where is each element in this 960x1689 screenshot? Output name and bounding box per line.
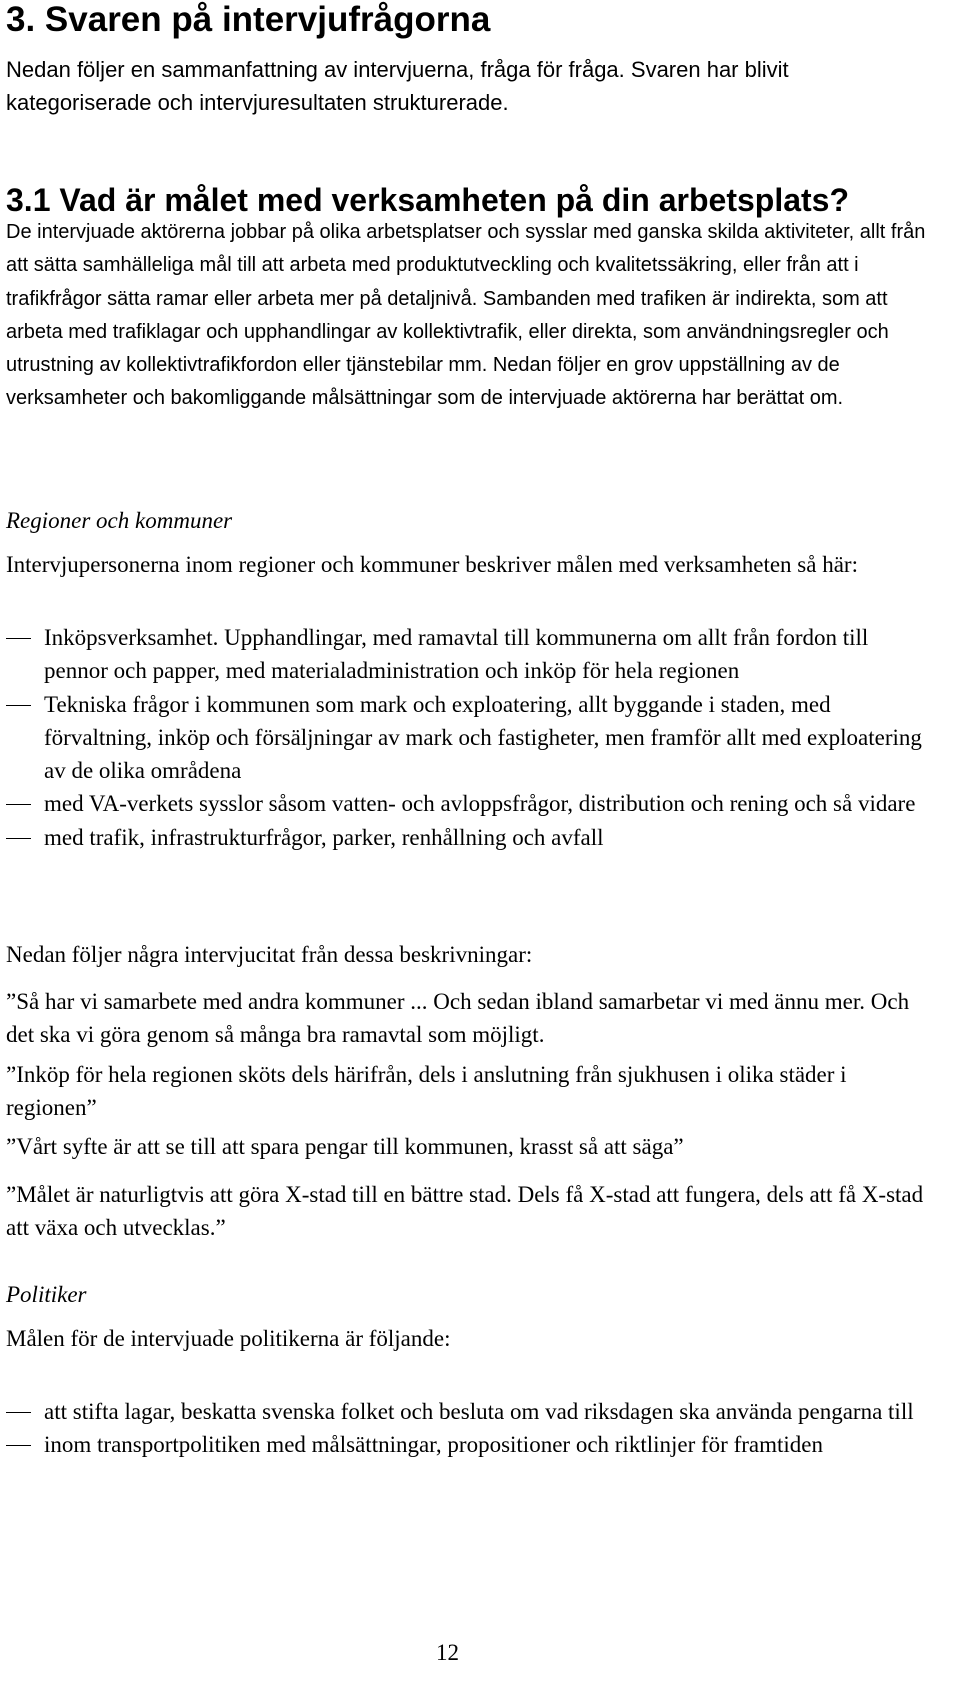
chapter-heading: 3. Svaren på intervjufrågorna	[6, 0, 491, 39]
list-dash	[6, 705, 31, 706]
regioner-intro: Intervjupersonerna inom regioner och kommuner beskriver målen med verksamheten så här:	[6, 552, 858, 577]
politiker-heading: Politiker	[6, 1282, 87, 1307]
list-dash	[6, 838, 31, 839]
section-paragraph: De intervjuade aktörerna jobbar på olika arbetsplatser och sysslar med ganska skilda aktiviteter, allt från att sätta samhälleliga mål till att arbeta med produktutveckling och kvalitetssäkring, eller från att i trafikfrågor sätta ramar eller arbeta mer på detaljnivå. Sambanden med trafiken är indirekta, som att arbeta med trafiklagar och upphandlingar av kollektivtrafik, eller direkta, som användningsregler och utrustning av kollektivtrafikfordon eller tjänstebilar mm. Nedan följer en grov uppställning av de verksamheter och bakomliggande målsättningar som de intervjuade aktörerna har berättat om.	[6, 221, 926, 410]
list-item	[0, 621, 935, 688]
politiker-goal-list	[0, 1395, 935, 1462]
list-item	[0, 1395, 935, 1428]
list-item-text: att stifta lagar, beskatta svenska folket och besluta om vad riksdagen ska använda pengarna till	[44, 1399, 914, 1424]
quotes-intro: Nedan följer några intervjucitat från dessa beskrivningar:	[6, 942, 533, 967]
list-item-text: Inköpsverksamhet. Upphandlingar, med ramavtal till kommunerna om allt från fordon till pennor och papper, med materialadministration och inköp för hela regionen	[44, 625, 869, 684]
list-dash	[6, 638, 31, 639]
list-item-text: inom transportpolitiken med målsättningar, propositioner och riktlinjer för framtiden	[44, 1432, 823, 1458]
list-item	[0, 821, 935, 854]
regioner-goal-list	[0, 621, 935, 854]
page-number: 12	[436, 1640, 459, 1665]
regioner-heading: Regioner och kommuner	[6, 508, 233, 533]
list-item	[0, 787, 935, 820]
section-heading: 3.1 Vad är målet med verksamheten på din arbetsplats?	[6, 182, 850, 218]
intro-paragraph: Nedan följer en sammanfattning av intervjuerna, fråga för fråga. Svaren har blivit kategoriserade och intervjuresultaten strukturerade.	[6, 57, 789, 115]
quote: ”Så har vi samarbete med andra kommuner ... Och sedan ibland samarbetar vi med ännu mer. Och det ska vi göra genom så många bra ramavtal som möjligt.	[6, 989, 910, 1048]
list-dash	[6, 804, 31, 805]
list-item	[0, 1428, 935, 1461]
list-dash	[6, 1412, 31, 1413]
list-item-text: med trafik, infrastrukturfrågor, parker, renhållning och avfall	[44, 824, 604, 850]
list-item-text: med VA-verkets sysslor såsom vatten- och avloppsfrågor, distribution och rening och så vidare	[44, 791, 916, 817]
quote: ”Vårt syfte är att se till att spara pengar till kommunen, krasst så att säga”	[6, 1134, 684, 1159]
list-item	[0, 688, 935, 788]
politiker-intro: Målen för de intervjuade politikerna är följande:	[6, 1326, 451, 1351]
list-item-text: Tekniska frågor i kommunen som mark och exploatering, allt byggande i staden, med förvaltning, inköp och försäljningar av mark och fastigheter, men framför allt med exploatering av de olika områdena	[44, 691, 922, 784]
quote: ”Inköp för hela regionen sköts dels härifrån, dels i anslutning från sjukhusen i olika städer i regionen”	[6, 1062, 847, 1121]
quote: ”Målet är naturligtvis att göra X-stad till en bättre stad. Dels få X-stad att fungera, dels att få X-stad att växa och utvecklas.”	[6, 1182, 924, 1241]
list-dash	[6, 1445, 31, 1446]
